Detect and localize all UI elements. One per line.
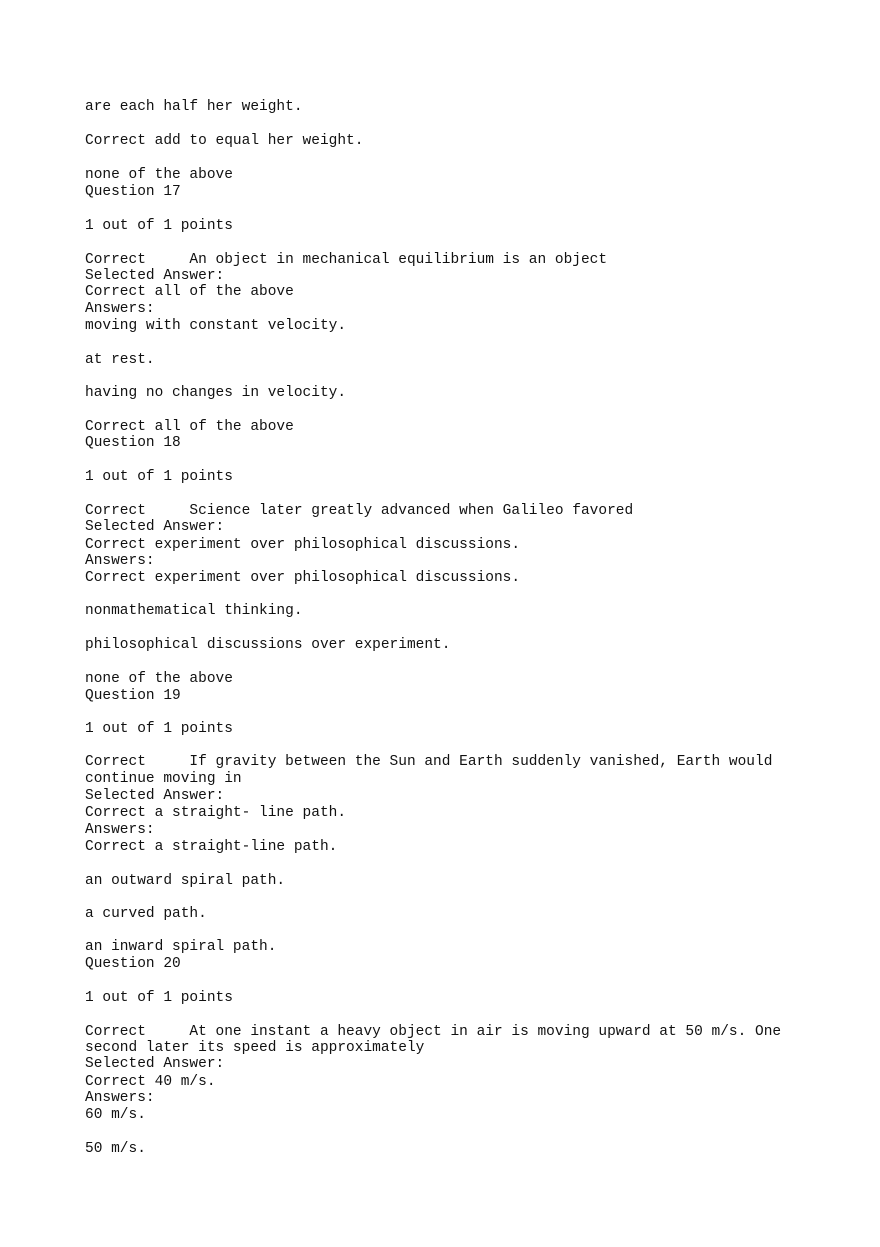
correct-answer-option: Correct add to equal her weight. (85, 133, 364, 149)
question-score: 1 out of 1 points (85, 990, 233, 1006)
answer-option: are each half her weight. (85, 99, 303, 115)
answers-label: Answers: (85, 553, 155, 569)
selected-answer-label: Selected Answer: (85, 268, 225, 284)
answer-option: 50 m/s. (85, 1141, 146, 1157)
answers-label: Answers: (85, 822, 155, 838)
answer-option: none of the above (85, 671, 233, 687)
answer-option: philosophical discussions over experiment. (85, 637, 451, 653)
answer-option: an outward spiral path. (85, 873, 286, 889)
answer-option: moving with constant velocity. (85, 318, 347, 334)
answer-option: none of the above (85, 167, 233, 183)
correct-answer-option: Correct experiment over philosophical discussions. (85, 570, 521, 586)
selected-answer-label: Selected Answer: (85, 519, 225, 535)
question-text-continued: second later its speed is approximately (85, 1040, 425, 1056)
selected-answer-value: Correct 40 m/s. (85, 1074, 216, 1090)
answer-option: a curved path. (85, 906, 207, 922)
selected-answer-value: Correct a straight- line path. (85, 805, 347, 821)
question-score: 1 out of 1 points (85, 469, 233, 485)
selected-answer-label: Selected Answer: (85, 1056, 225, 1072)
question-heading: Question 17 (85, 184, 181, 200)
question-heading: Question 18 (85, 435, 181, 451)
question-text-continued: continue moving in (85, 771, 242, 787)
selected-answer-label: Selected Answer: (85, 788, 225, 804)
answers-label: Answers: (85, 301, 155, 317)
selected-answer-value: Correct all of the above (85, 284, 294, 300)
question-text: Correct At one instant a heavy object in air is moving upward at 50 m/s. One (85, 1024, 782, 1040)
answer-option: having no changes in velocity. (85, 385, 347, 401)
answer-option: an inward spiral path. (85, 939, 277, 955)
question-heading: Question 20 (85, 956, 181, 972)
question-text: Correct Science later greatly advanced when Galileo favored (85, 503, 634, 519)
question-text: Correct If gravity between the Sun and Earth suddenly vanished, Earth would (85, 754, 773, 770)
answer-option: 60 m/s. (85, 1107, 146, 1123)
answer-option: at rest. (85, 352, 155, 368)
correct-answer-option: Correct a straight-line path. (85, 839, 338, 855)
correct-answer-option: Correct all of the above (85, 419, 294, 435)
question-heading: Question 19 (85, 688, 181, 704)
question-text: Correct An object in mechanical equilibrium is an object (85, 252, 608, 268)
question-score: 1 out of 1 points (85, 218, 233, 234)
selected-answer-value: Correct experiment over philosophical discussions. (85, 537, 521, 553)
question-score: 1 out of 1 points (85, 721, 233, 737)
answers-label: Answers: (85, 1090, 155, 1106)
answer-option: nonmathematical thinking. (85, 603, 303, 619)
